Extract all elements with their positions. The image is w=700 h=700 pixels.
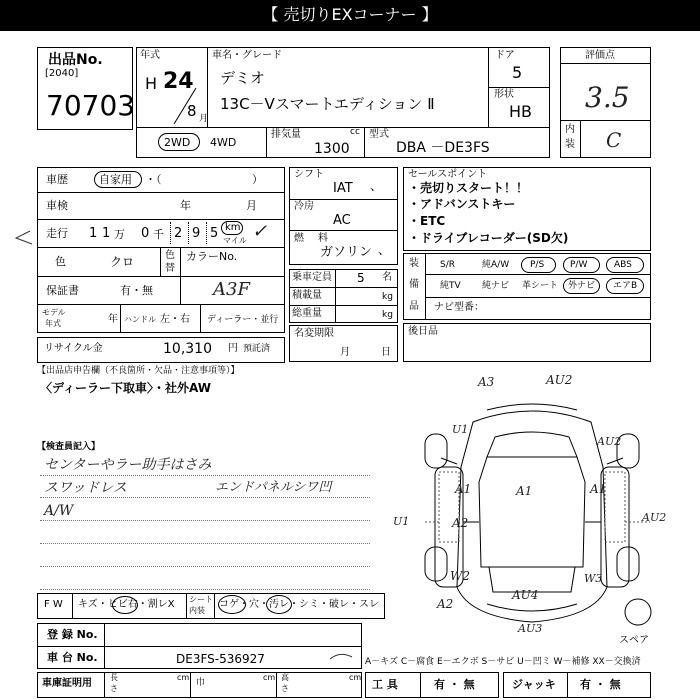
seat-label-2: 内装 bbox=[189, 606, 205, 615]
damage-mark: U1 bbox=[452, 423, 469, 436]
fw-circle bbox=[112, 596, 138, 614]
model-label: 型式 bbox=[369, 129, 389, 140]
notes-header: 【出品店申告欄（不良箇所・欠品・注意事項等）】 bbox=[37, 366, 240, 376]
cert-label: 車庫証明用 bbox=[42, 678, 92, 689]
mileage-check: ✓ bbox=[252, 221, 268, 242]
month-value: 8 bbox=[187, 102, 197, 120]
jack-value: 有 ・ 無 bbox=[580, 678, 621, 691]
shift-mark: 、 bbox=[370, 179, 383, 193]
equip-pw: P/W bbox=[570, 260, 588, 270]
damage-mark: AU3 bbox=[518, 622, 543, 635]
tools-value: 有 ・ 無 bbox=[434, 678, 475, 691]
equip-airbag: エアB bbox=[613, 281, 638, 291]
sales-points-label: セールスポイント bbox=[408, 169, 488, 180]
chassis-value: DE3FS-536927 bbox=[176, 652, 265, 666]
color-code-value: A3F bbox=[213, 279, 250, 300]
total-weight-label: 総重量 bbox=[292, 308, 322, 319]
chassis-label: 車 台 No. bbox=[47, 651, 98, 664]
mileage-d6: 5 bbox=[210, 226, 219, 241]
shape-label: 形状 bbox=[494, 89, 514, 100]
drive-4wd: 4WD bbox=[210, 136, 237, 149]
color-change-1: 色 bbox=[165, 250, 175, 261]
fuel-mark: 、 bbox=[378, 243, 391, 257]
inspection-month: 月 bbox=[246, 199, 257, 212]
damage-mark: AU2 bbox=[642, 511, 667, 524]
equip-tv: 純TV bbox=[440, 281, 461, 291]
delivery-box bbox=[403, 323, 651, 362]
interior-label-2: 装 bbox=[565, 139, 575, 150]
interior-value: C bbox=[606, 128, 622, 152]
inspector-right-note: エンドパネルシワ凹 bbox=[215, 480, 332, 495]
cert-width: 巾 bbox=[196, 678, 206, 688]
history-dot: ・（ bbox=[145, 173, 162, 186]
mileage-mile: マイル bbox=[223, 236, 247, 245]
year-value: 24 bbox=[163, 69, 194, 94]
navi-model-label: ナビ型番： bbox=[434, 302, 484, 313]
year-era: H bbox=[145, 74, 158, 93]
seat-label-1: シート bbox=[189, 595, 213, 604]
total-weight-unit: kg bbox=[382, 310, 393, 320]
margin-mark bbox=[12, 228, 34, 248]
damage-mark: A2 bbox=[437, 597, 454, 611]
mileage-man: 万 bbox=[114, 228, 125, 241]
damage-mark: AU2 bbox=[597, 435, 622, 448]
equip-ps: P/S bbox=[530, 260, 545, 270]
legend-text: A－キズ C－腐食 E－エクボ S－サビ U－凹ミ W－補修 XX－交換済 bbox=[365, 657, 641, 667]
model-value: DBA －DE3FS bbox=[396, 140, 490, 156]
model-year-unit: 年 bbox=[108, 314, 118, 325]
mileage-d3: 0 bbox=[141, 226, 150, 241]
mileage-d1: 1 bbox=[89, 226, 98, 241]
inspector-header: 【検査員記入】 bbox=[37, 442, 101, 452]
handle-value: 左・右 bbox=[160, 314, 190, 325]
cert-height-2: さ bbox=[281, 684, 289, 693]
sales-point-1: ・売切りスタート！！ bbox=[408, 181, 529, 195]
equipment-label-2: 備 bbox=[409, 279, 419, 290]
handle-label: ハンドル bbox=[124, 315, 156, 324]
dealer-value: ディーラー・並行 bbox=[207, 315, 279, 325]
sales-point-4: ・ドライブレコーダー(SD欠) bbox=[408, 231, 569, 245]
damage-mark: AU2 bbox=[546, 373, 573, 387]
year-label: 年式 bbox=[140, 50, 160, 61]
cert-cm-3: cm bbox=[349, 673, 362, 682]
shift-value: IAT bbox=[333, 181, 353, 196]
interior-label-1: 内 bbox=[565, 124, 575, 135]
lot-label: 出品No. bbox=[48, 52, 103, 68]
cert-len-1: 長 bbox=[110, 673, 118, 682]
tools-label: 工 具 bbox=[372, 678, 398, 691]
fuel-label-2: 料 bbox=[318, 233, 328, 244]
mileage-d5: 9 bbox=[192, 226, 201, 241]
delivery-label: 後日品 bbox=[408, 326, 438, 337]
damage-mark: W2 bbox=[450, 569, 470, 583]
mileage-d4: 2 bbox=[174, 226, 183, 241]
damage-mark: A2 bbox=[452, 516, 469, 530]
inspection-label: 車検 bbox=[46, 199, 68, 212]
recycle-label: リサイクル金 bbox=[44, 343, 103, 354]
equip-ext-navi: 外ナビ bbox=[568, 281, 596, 291]
damage-mark: A1 bbox=[516, 484, 533, 498]
damage-mark: A1 bbox=[455, 482, 472, 496]
damage-mark: AU4 bbox=[512, 588, 539, 602]
color-label: 色 bbox=[55, 255, 66, 268]
score-value: 3.5 bbox=[585, 81, 630, 114]
model-year-label-2: 年式 bbox=[45, 319, 61, 328]
inspector-line-2: スワッドレス bbox=[44, 480, 127, 496]
recycle-unit: 円 bbox=[228, 343, 238, 354]
car-name: デミオ bbox=[220, 69, 266, 87]
equip-aw: 純A/W bbox=[482, 260, 510, 270]
fuel-value: ガソリン bbox=[320, 245, 373, 260]
load-label: 積載量 bbox=[292, 290, 322, 301]
drive-2wd: 2WD bbox=[164, 136, 191, 149]
color-value: クロ bbox=[110, 255, 135, 269]
equip-navi: 純ナビ bbox=[482, 281, 510, 291]
seat-circle-2 bbox=[266, 595, 292, 614]
shift-label: シフト bbox=[294, 169, 324, 180]
doors-label: ドア bbox=[495, 50, 515, 61]
damage-mark: W3 bbox=[584, 572, 603, 585]
cert-height-1: 高 bbox=[281, 673, 289, 682]
name-change-day: 日 bbox=[381, 347, 391, 358]
model-year-label-1: モデル bbox=[42, 308, 66, 317]
recycle-value: 10,310 bbox=[163, 341, 212, 357]
notes-line-1: 〈ディーラー下取車〉・社外AW bbox=[40, 381, 212, 395]
inspection-year: 年 bbox=[180, 199, 191, 212]
recycle-note: 預託済 bbox=[243, 344, 271, 354]
capacity-label: 乗車定員 bbox=[292, 272, 332, 283]
history-private: 自家用 bbox=[99, 173, 132, 186]
equip-abs: ABS bbox=[614, 260, 632, 270]
warranty-label: 保証書 bbox=[46, 284, 79, 297]
chassis-mark bbox=[328, 649, 356, 665]
color-change-2: 替 bbox=[165, 263, 175, 274]
banner-title: 【 売切りEXコーナー 】 bbox=[262, 5, 438, 24]
car-grade: 13C－Vスマートエディション Ⅱ bbox=[220, 95, 435, 113]
capacity-unit: 名 bbox=[382, 272, 392, 283]
mileage-sen: 千 bbox=[153, 228, 164, 241]
fuel-label-1: 燃 bbox=[294, 233, 304, 244]
cc-value: 1300 bbox=[314, 141, 350, 157]
name-change-label: 名変期限 bbox=[294, 328, 334, 339]
damage-mark: U1 bbox=[393, 515, 410, 528]
registration-label: 登 録 No. bbox=[47, 628, 98, 641]
seat-value: コゲ・穴・汚レ・シミ・破レ・スレ bbox=[219, 599, 379, 610]
equipment-label-1: 装 bbox=[409, 258, 419, 269]
cc-label: 排気量 bbox=[271, 129, 301, 140]
equip-sr: S/R bbox=[440, 260, 455, 270]
fw-label: F W bbox=[44, 599, 63, 610]
doors-value: 5 bbox=[512, 63, 523, 82]
lot-prefix: [2040] bbox=[45, 68, 79, 79]
name-change-month: 月 bbox=[340, 347, 350, 358]
equip-leather: 革シート bbox=[522, 281, 559, 291]
mileage-label: 走行 bbox=[46, 227, 68, 240]
name-label: 車名・グレード bbox=[212, 50, 282, 61]
mileage-d2: 1 bbox=[102, 226, 111, 241]
lot-number: 70703 bbox=[46, 89, 136, 122]
mileage-km: km bbox=[225, 222, 241, 233]
load-unit: kg bbox=[382, 292, 393, 302]
warranty-value: 有・無 bbox=[120, 284, 153, 297]
cert-cm-2: cm bbox=[263, 673, 276, 682]
fw-value: キズ・ヒビ右・割レX bbox=[78, 599, 175, 610]
cc-unit: cc bbox=[350, 127, 360, 137]
jack-label: ジャッキ bbox=[512, 678, 556, 691]
shape-value: HB bbox=[509, 102, 533, 121]
history-close: ） bbox=[252, 173, 263, 186]
history-label: 車歴 bbox=[46, 173, 68, 186]
sales-point-2: ・アドバンストキー bbox=[408, 197, 516, 211]
spare-label: スペア bbox=[619, 635, 649, 646]
capacity-value: 5 bbox=[357, 271, 365, 285]
seat-circle-1 bbox=[218, 595, 246, 614]
inspector-line-3: A/W bbox=[44, 503, 74, 519]
ac-label: 冷房 bbox=[294, 201, 314, 212]
inspector-line-1: センターやラー助手はさみ bbox=[44, 457, 212, 473]
damage-mark: A1 bbox=[590, 482, 607, 496]
score-label: 評価点 bbox=[585, 50, 615, 61]
cert-cm-1: cm bbox=[177, 673, 190, 682]
month-unit: 月 bbox=[199, 114, 209, 124]
color-code-label: カラーNo. bbox=[186, 250, 238, 263]
cert-len-2: さ bbox=[110, 684, 118, 693]
ac-value: AC bbox=[333, 213, 351, 228]
equipment-label-3: 品 bbox=[409, 301, 419, 312]
damage-mark: A3 bbox=[478, 375, 495, 389]
sales-point-3: ・ETC bbox=[408, 214, 446, 228]
